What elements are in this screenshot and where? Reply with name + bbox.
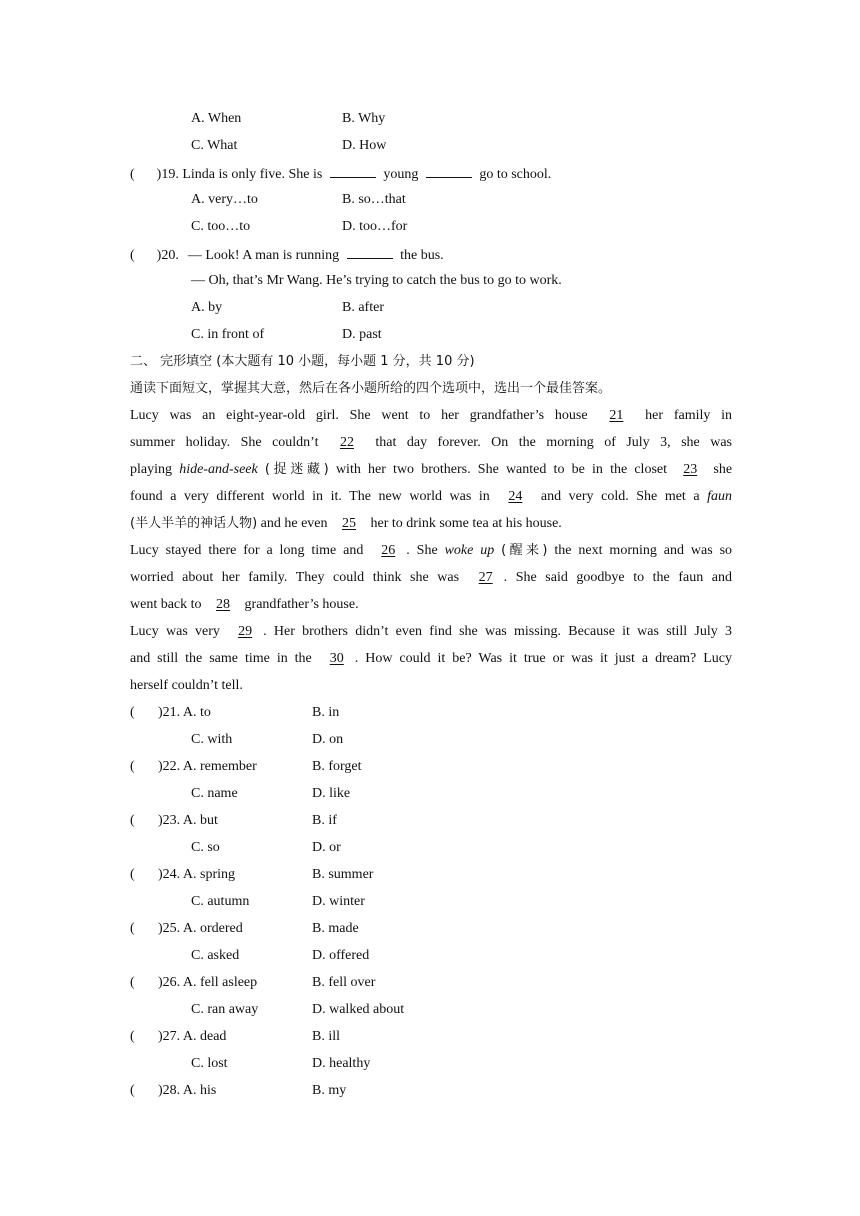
option-b: B. in	[312, 705, 340, 720]
q19-blank-1	[330, 164, 376, 178]
option-b: B. fell over	[312, 975, 376, 990]
blank-25: 25	[342, 516, 357, 531]
option-c: C. ran away	[191, 1002, 259, 1017]
option-b: B. made	[312, 921, 359, 936]
option-b: B. summer	[312, 867, 374, 882]
passage-gloss: (醒来)	[501, 543, 548, 558]
question-28	[0, 1082, 860, 1109]
option-d: D. walked about	[312, 1002, 405, 1017]
section-heading: 二、 完形填空 (本大题有 10 小题，每小题 1 分，共 10 分)	[130, 354, 475, 369]
option-a: )24. A. spring	[158, 867, 235, 882]
answer-paren: (	[130, 759, 135, 774]
q19-end: go to school.	[479, 167, 552, 182]
q18-option-d: D. How	[342, 138, 387, 153]
blank-28: 28	[216, 597, 231, 612]
passage-text: . She said goodbye to the faun and	[503, 570, 732, 585]
passage-italic: woke up	[444, 543, 495, 558]
passage-line	[130, 569, 732, 587]
q19-mid: young	[383, 167, 419, 182]
passage-text: grandfather’s house.	[244, 597, 359, 612]
passage-text: . How could it be? Was it true or was it just a dream? Lucy	[354, 651, 732, 666]
passage-text: with her two brothers. She wanted to be in the closet	[335, 462, 668, 477]
q19-option-b: B. so…that	[342, 192, 406, 207]
answer-paren: (	[130, 867, 135, 882]
passage-text: that day forever. On the morning of July 3, she was	[375, 435, 732, 450]
option-d: D. like	[312, 786, 351, 801]
q20-line1a: — Look! A man is running	[187, 248, 340, 263]
passage-line	[130, 434, 732, 452]
option-a: )26. A. fell asleep	[158, 975, 258, 990]
answer-paren: (	[130, 921, 135, 936]
blank-23: 23	[683, 462, 698, 477]
q18-option-b: B. Why	[342, 111, 386, 126]
q20-option-b: B. after	[342, 300, 384, 315]
passage-text: Lucy stayed there for a long time and	[130, 543, 364, 558]
q20-option-d: D. past	[342, 327, 382, 342]
passage-text: worried about her family. They could think she was	[130, 570, 460, 585]
option-b: B. forget	[312, 759, 362, 774]
passage-text: summer holiday. She couldn’t	[130, 435, 319, 450]
q18-option-c: C. What	[191, 138, 238, 153]
passage-text: . She	[406, 543, 438, 558]
q19-option-d: D. too…for	[342, 219, 408, 234]
passage-line	[130, 623, 732, 641]
q20-blank	[347, 245, 393, 259]
option-b: B. if	[312, 813, 337, 828]
answer-paren: (	[130, 813, 135, 828]
option-d: D. or	[312, 840, 341, 855]
question-24	[0, 866, 860, 920]
answer-paren: (	[130, 705, 135, 720]
blank-29: 29	[238, 624, 253, 639]
q20-option-c: C. in front of	[191, 327, 265, 342]
question-27	[0, 1028, 860, 1082]
passage-gloss: (捉迷藏)	[264, 462, 329, 477]
q18-option-a: A. When	[191, 111, 242, 126]
option-a: )28. A. his	[158, 1083, 217, 1098]
passage-gloss: (半人半羊的神话人物)	[130, 516, 258, 531]
passage-text: and still the same time in the	[130, 651, 312, 666]
question-22	[0, 758, 860, 812]
section-instruction: 通读下面短文，掌握其大意，然后在各小题所给的四个选项中，选出一个最佳答案。	[130, 381, 612, 396]
q19-stem	[130, 164, 551, 184]
q20-reply: — Oh, that’s Mr Wang. He’s trying to catch the bus to go to work.	[191, 273, 562, 288]
q19-paren: (	[130, 167, 135, 182]
answer-paren: (	[130, 1029, 135, 1044]
q20-stem	[130, 245, 444, 265]
blank-30: 30	[329, 651, 344, 666]
passage-text: Lucy was very	[130, 624, 220, 639]
passage-text: and he even	[260, 516, 328, 531]
passage-text: found a very different world in it. The new world was in	[130, 489, 490, 504]
passage-line	[130, 650, 732, 668]
question-23	[0, 812, 860, 866]
passage-text: her to drink some tea at his house.	[370, 516, 562, 531]
passage-line	[130, 488, 732, 506]
answer-paren: (	[130, 1083, 135, 1098]
option-d: D. winter	[312, 894, 365, 909]
blank-26: 26	[381, 543, 396, 558]
blank-21: 21	[609, 408, 624, 423]
passage-line	[130, 596, 732, 614]
option-d: D. healthy	[312, 1056, 371, 1071]
option-a: )21. A. to	[158, 705, 211, 720]
option-b: B. ill	[312, 1029, 341, 1044]
passage-line	[130, 407, 732, 425]
question-21	[0, 704, 860, 758]
q20-line1b: the bus.	[400, 248, 444, 263]
q19-option-a: A. very…to	[191, 192, 258, 207]
question-26	[0, 974, 860, 1028]
blank-24: 24	[508, 489, 523, 504]
q19-text: )19. Linda is only five. She is	[156, 167, 323, 182]
option-c: C. with	[191, 732, 233, 747]
q20-paren: (	[130, 248, 135, 263]
passage-italic: hide-and-seek	[179, 462, 258, 477]
passage-text: the next morning and was so	[554, 543, 733, 558]
passage-text: went back to	[130, 597, 202, 612]
option-c: C. name	[191, 786, 238, 801]
option-c: C. so	[191, 840, 220, 855]
option-a: )25. A. ordered	[158, 921, 243, 936]
option-c: C. lost	[191, 1056, 228, 1071]
question-25	[0, 920, 860, 974]
passage-line	[130, 515, 732, 533]
passage-text: Lucy was an eight-year-old girl. She went to her grandfather’s house	[130, 408, 588, 423]
option-a: )23. A. but	[158, 813, 218, 828]
option-a: )22. A. remember	[158, 759, 257, 774]
option-d: D. offered	[312, 948, 370, 963]
passage-text: playing	[130, 462, 172, 477]
q19-option-c: C. too…to	[191, 219, 251, 234]
option-b: B. my	[312, 1083, 347, 1098]
passage-line	[130, 461, 732, 479]
blank-27: 27	[478, 570, 493, 585]
passage-line: herself couldn’t tell.	[130, 678, 243, 693]
answer-paren: (	[130, 975, 135, 990]
passage-text: and very cold. She met a	[540, 489, 700, 504]
option-d: D. on	[312, 732, 344, 747]
q20-option-a: A. by	[191, 300, 223, 315]
q19-blank-2	[426, 164, 472, 178]
option-c: C. autumn	[191, 894, 250, 909]
passage-text: she	[713, 462, 733, 477]
passage-line	[130, 542, 732, 560]
passage-italic: faun	[707, 489, 733, 504]
option-c: C. asked	[191, 948, 240, 963]
option-a: )27. A. dead	[158, 1029, 227, 1044]
blank-22: 22	[339, 435, 354, 450]
passage-text: her family in	[645, 408, 733, 423]
q20-num: )20.	[156, 248, 179, 263]
passage-text: . Her brothers didn’t even find she was missing. Because it was still July 3	[263, 624, 733, 639]
